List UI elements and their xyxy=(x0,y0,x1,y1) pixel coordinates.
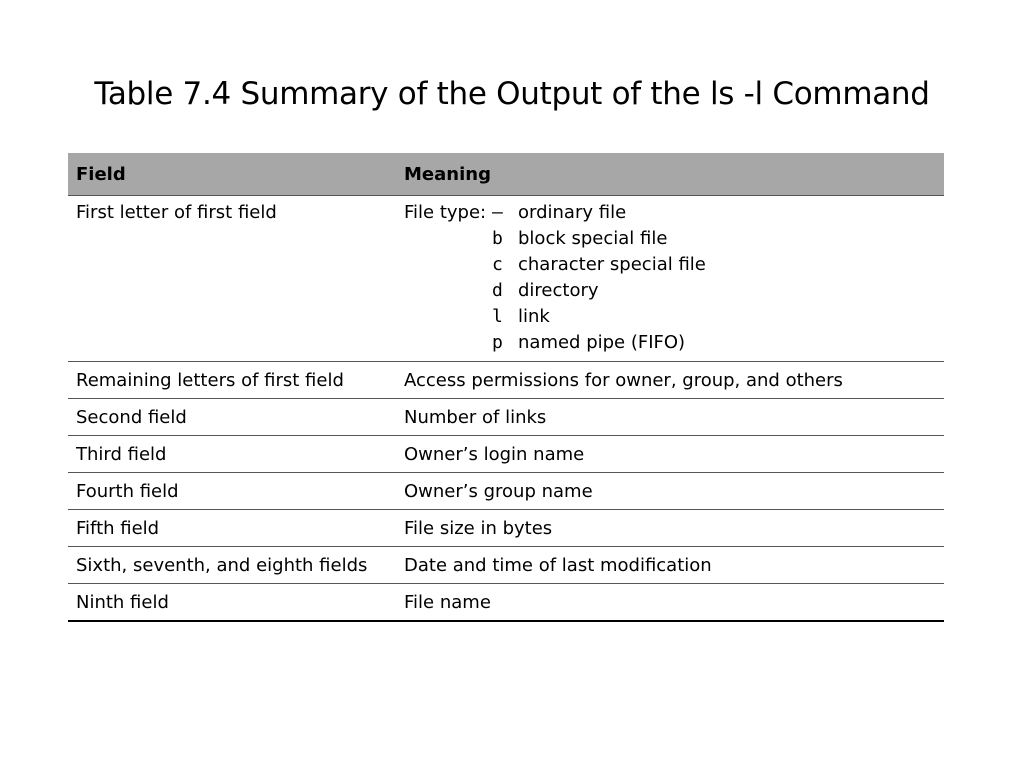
table-row xyxy=(68,399,944,436)
type-desc: directory xyxy=(518,280,599,301)
cell-meaning: Date and time of last modification xyxy=(404,554,712,576)
file-type-prefix: File type: xyxy=(404,202,487,223)
type-desc: link xyxy=(518,306,550,327)
summary-table xyxy=(68,153,944,622)
cell-field: Fourth field xyxy=(76,480,179,502)
type-desc: character special file xyxy=(518,254,706,275)
table-header xyxy=(68,153,944,196)
cell-field: Third field xyxy=(76,443,167,465)
type-code: – xyxy=(492,202,503,223)
cell-meaning: Number of links xyxy=(404,406,547,428)
table-row xyxy=(68,362,944,399)
header-meaning: Meaning xyxy=(404,163,491,185)
cell-field: Remaining letters of first field xyxy=(76,369,344,391)
type-code: p xyxy=(492,332,503,353)
table-row xyxy=(68,436,944,473)
cell-field: Second field xyxy=(76,406,187,428)
cell-meaning: Access permissions for owner, group, and others xyxy=(404,369,843,391)
cell-field: First letter of first field xyxy=(76,202,277,223)
table-row xyxy=(68,473,944,510)
table-row xyxy=(68,547,944,584)
cell-meaning: File name xyxy=(404,591,491,613)
type-code: b xyxy=(492,228,503,249)
type-code: c xyxy=(492,254,503,275)
cell-meaning xyxy=(396,202,944,353)
table-row xyxy=(68,584,944,622)
cell-field: Fifth field xyxy=(76,517,160,539)
cell-field: Sixth, seventh, and eighth fields xyxy=(76,554,368,576)
type-desc: named pipe (FIFO) xyxy=(518,332,686,353)
file-type-list xyxy=(404,202,944,353)
cell-meaning: Owner’s login name xyxy=(404,443,585,465)
type-code: l xyxy=(492,306,503,327)
page-title: Table 7.4 Summary of the Output of the ls -l Command xyxy=(94,76,930,112)
header-field: Field xyxy=(76,163,126,185)
type-desc: ordinary file xyxy=(518,202,627,223)
cell-meaning: Owner’s group name xyxy=(404,480,593,502)
type-code: d xyxy=(492,280,503,301)
table-row xyxy=(68,196,944,362)
cell-meaning: File size in bytes xyxy=(404,517,553,539)
cell-field: Ninth field xyxy=(76,591,169,613)
type-desc: block special file xyxy=(518,228,668,249)
table-row xyxy=(68,510,944,547)
